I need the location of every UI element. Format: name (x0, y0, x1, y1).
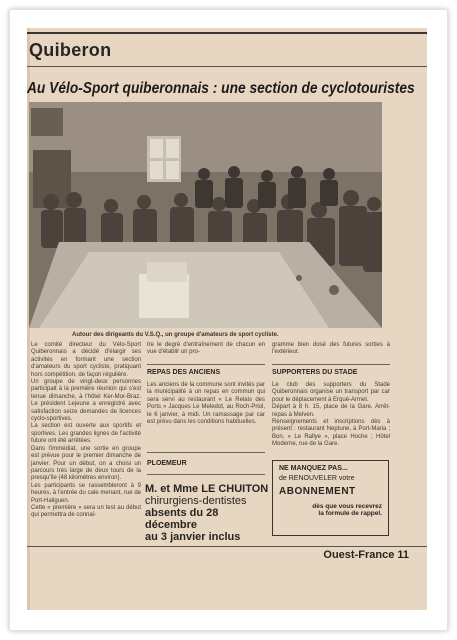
paragraph: gramme bien dosé des futures sorties à l'extérieur. (272, 342, 390, 356)
paragraph: Dans l'immédiat, une sortie en groupe est prévue pour le premier dimanche de janvier. Pour un début, on a choisi un parcours très large de deux tours de la presqu'île (48 kilomètres environ). (31, 445, 141, 482)
section-title: Quiberon (29, 40, 112, 60)
divider (272, 364, 390, 365)
ad-line: dès que vous recevrez (312, 503, 382, 510)
dentist-notice (145, 483, 273, 543)
article-headline: Au Vélo-Sport quiberonnais : une section de cyclotouristes (27, 80, 415, 97)
paragraph: tre le degré d'entraînement de chacun en vue d'établir un pro- (147, 342, 265, 356)
ad-line: la formule de rappel. (318, 510, 382, 517)
ad-line: NE MANQUEZ PAS... (279, 465, 348, 472)
supporters-body (272, 382, 390, 449)
supporters-heading: SUPPORTERS DU STADE (272, 369, 358, 376)
paragraph: Les participants se rassembleront à 9 heures, à l'entrée du cale menant, rue de Port-Haliguen. (31, 482, 141, 504)
page-footer: Ouest-France 11 (323, 549, 409, 561)
photo-caption: Autour des dirigeants du V.S.Q., un groupe d'amateurs de sport cycliste. (72, 332, 279, 338)
footer-rule (27, 546, 427, 547)
paragraph: Le club des supporters du Stade Quiberonnais organise un transport par car pour le déplacement à Erqué-Armel. (272, 382, 390, 403)
group-photo (29, 102, 382, 328)
paragraph: La section est ouverte aux sportifs et sportives. Les grandes lignes de l'activité future ont été arrêtées. (31, 423, 141, 445)
ad-line: ABONNEMENT (279, 486, 356, 497)
group-photo-image (29, 102, 382, 328)
divider (147, 452, 265, 453)
ad-line: de RENOUVELER votre (279, 475, 355, 482)
repas-heading: REPAS DES ANCIENS (147, 369, 221, 376)
notice-line: au 3 janvier inclus (145, 531, 241, 543)
paragraph: Cette « première » sera un test au début qui permettra de connaî- (31, 504, 141, 519)
article-column-3 (272, 342, 390, 357)
notice-line: absents du 28 décembre (145, 507, 219, 531)
divider (147, 474, 265, 475)
notice-line: M. et Mme LE CHUITON (145, 483, 269, 495)
subscription-ad (272, 460, 389, 536)
paragraph: Un groupe de vingt-deux personnes participait à la première réunion qui s'est tenue dimanche, à l'hôtel Ker-Mor-Braz. Le président Lejeune a enregistré avec satisfaction seize demandes de licences cyclo-sportives. (31, 379, 141, 423)
article-column-2 (147, 342, 265, 357)
paragraph: Les anciens de la commune sont invités par la municipalité à un repas en commun qui sera servi au restaurant « Le Relais des Ports » Jacques Le Meledot, au Roch-Priol, le 6 janvier, à midi. Un ramassage par car est prévu dans les conditions habituelles. (147, 382, 265, 426)
repas-body (147, 382, 265, 426)
notice-line: chirurgiens-dentistes (145, 495, 247, 507)
article-column-1 (31, 342, 141, 520)
paragraph: Le comité directeur du Vélo-Sport Quiberonnais a décidé d'élargir ses activités en formant une section d'amateurs du sport cycliste, pratiquant hors compétition, de façon régulière. (31, 342, 141, 378)
paragraph: Renseignements et inscriptions dès à présent : restaurant Neptune, à Port-Maria ; Bon, « Le Rallye », place Hoche ; Hôtel Moderne, rue de la Gare. (272, 419, 390, 448)
ploemeur-heading: PLOEMEUR (147, 460, 187, 467)
divider (147, 364, 265, 365)
section-rule (27, 66, 427, 67)
newspaper-clipping (27, 28, 427, 610)
top-rule (27, 32, 427, 34)
paragraph: Départ à 8 h. 15, place de la Gare. Arrêt-repas à Melven. (272, 404, 390, 418)
